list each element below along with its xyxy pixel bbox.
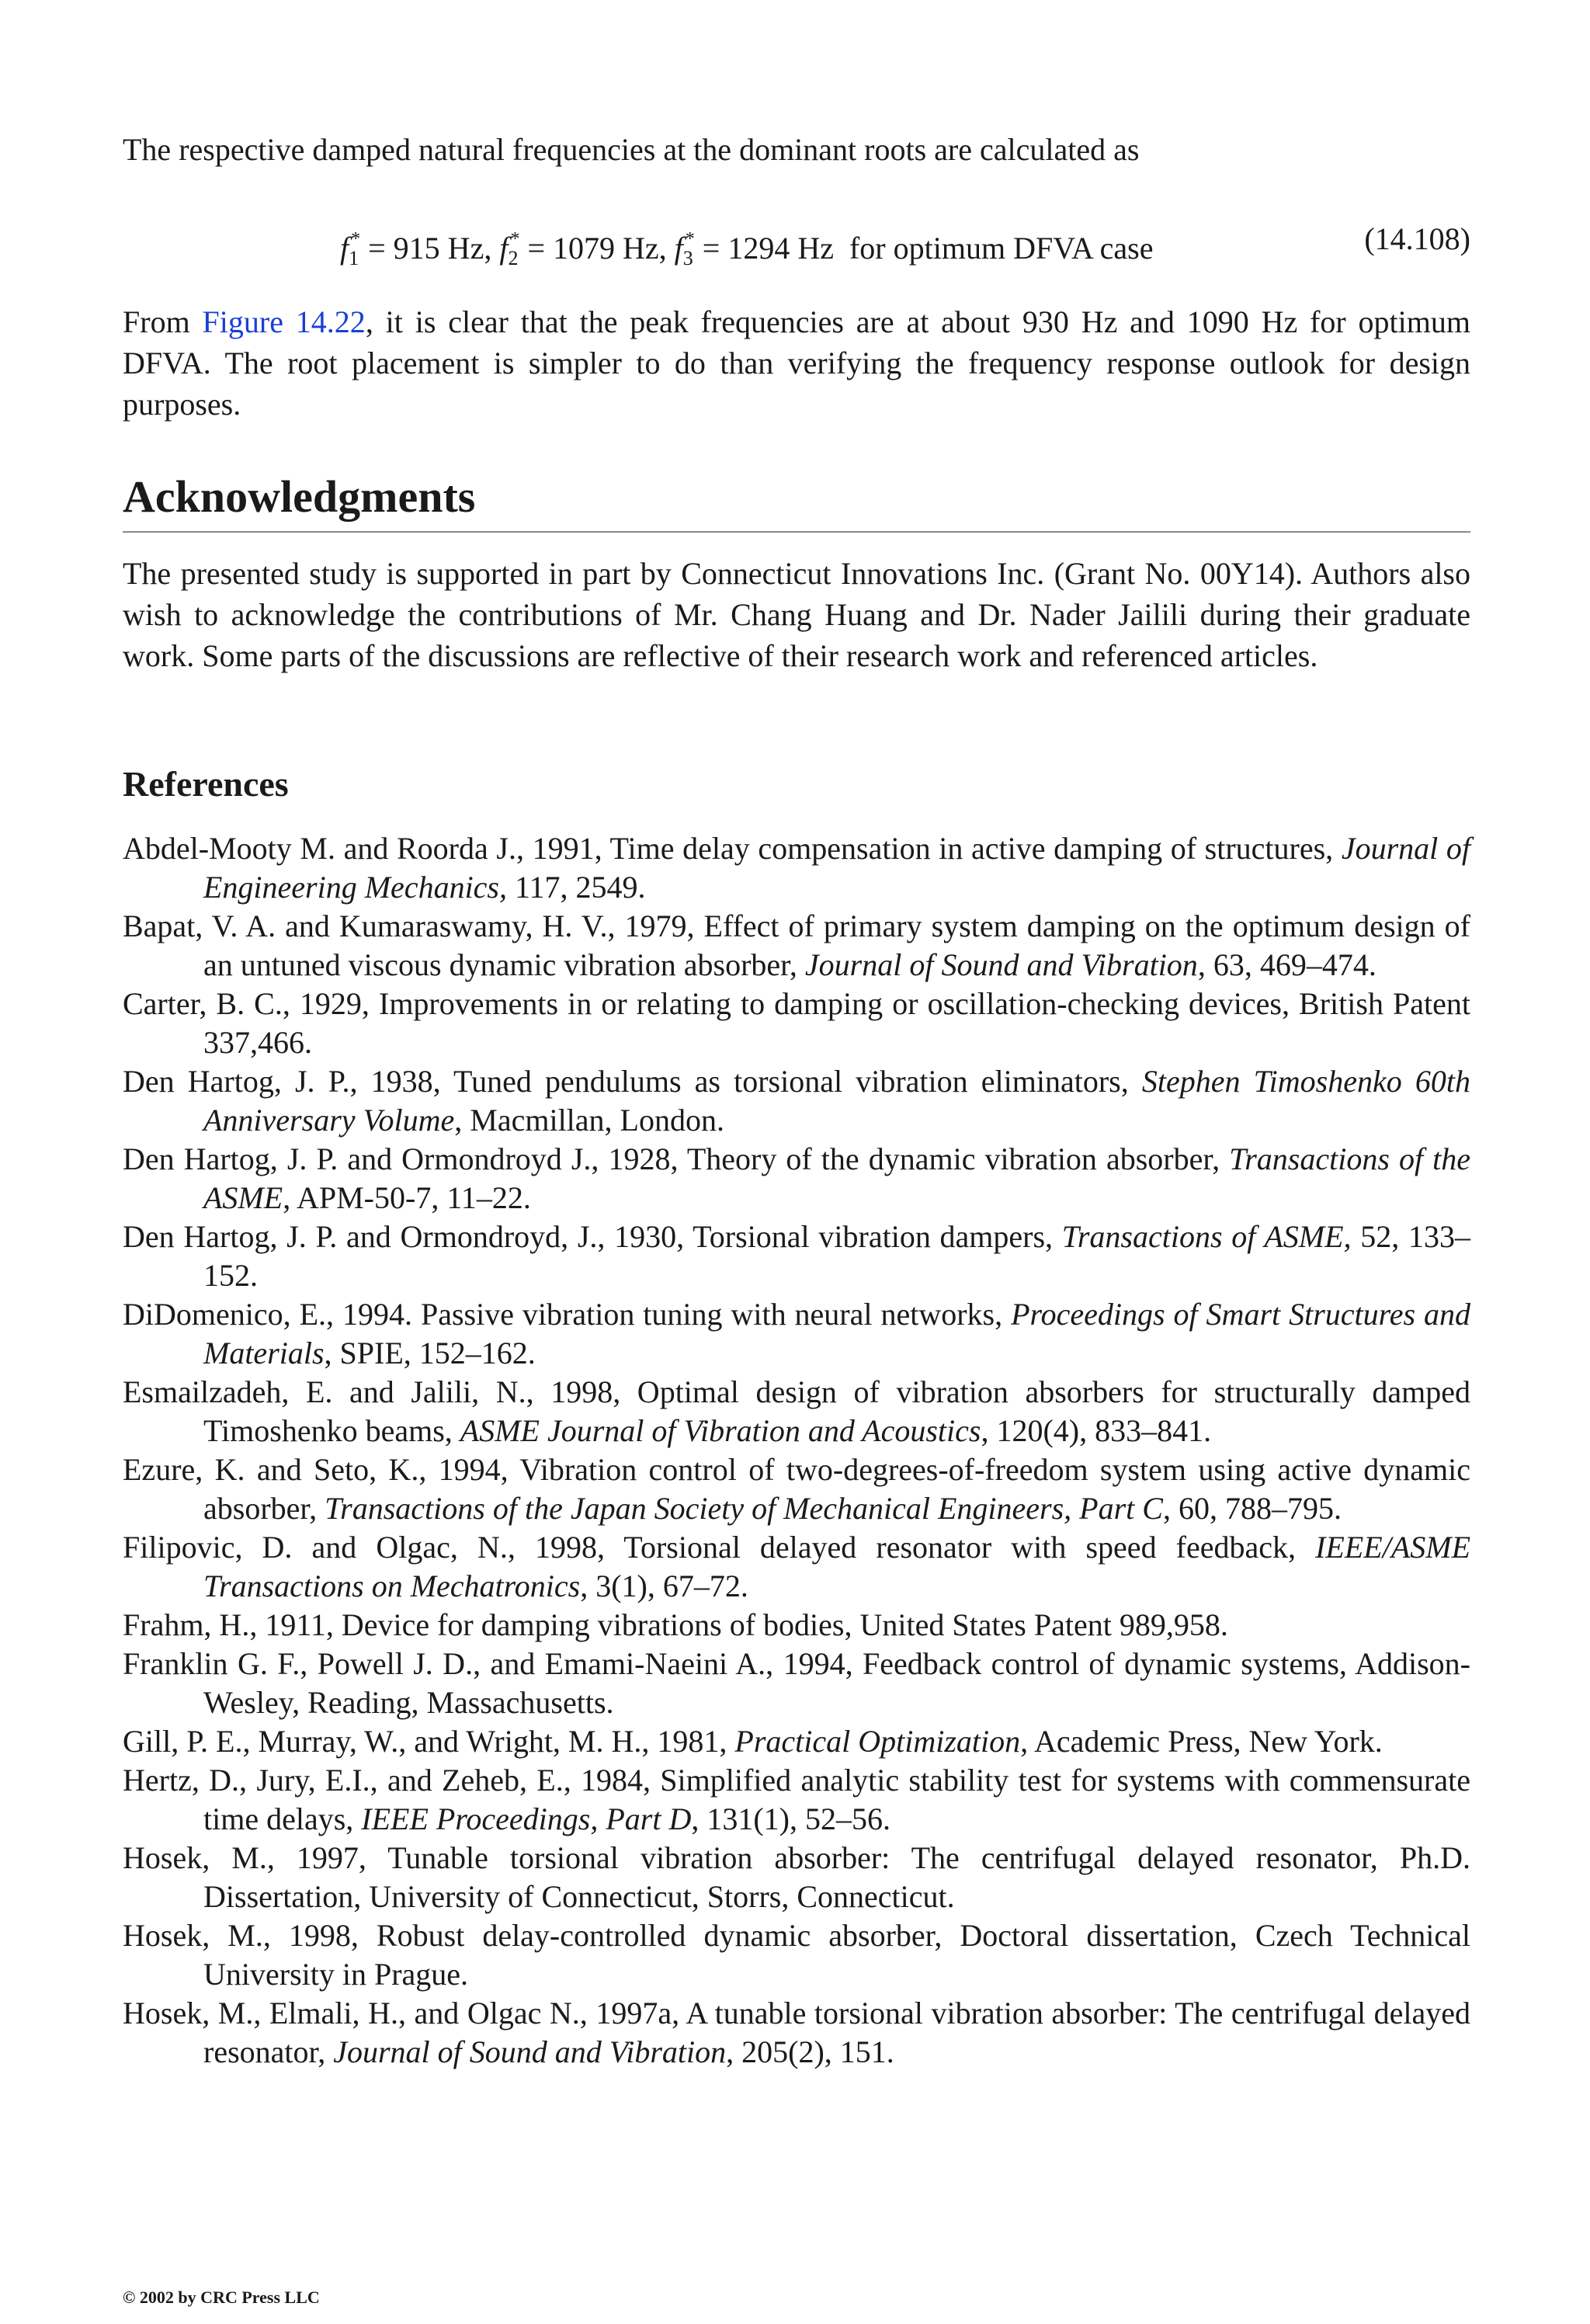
f3-star: * bbox=[685, 229, 695, 249]
reference-item bbox=[123, 1645, 1470, 1722]
f2-value: = 1079 Hz, bbox=[527, 231, 667, 266]
figure-discussion-paragraph bbox=[123, 301, 1470, 425]
from-text-post: , it is clear that the peak frequencies are at about 930 Hz and 1090 Hz for optimum DFVA. The root placement is simpler to do than verifying the frequency response outlook for design purposes. bbox=[123, 304, 1471, 422]
f3-value: = 1294 Hz bbox=[702, 231, 834, 266]
reference-journal: Journal of Sound and Vibration bbox=[333, 2034, 727, 2069]
reference-text: Den Hartog, J. P. and Ormondroyd J., 1928, Theory of the dynamic vibration absorber, bbox=[123, 1141, 1230, 1176]
reference-item bbox=[123, 907, 1470, 985]
intro-paragraph: The respective damped natural frequencies at the dominant roots are calculated as bbox=[123, 132, 1140, 167]
reference-journal: IEEE/ASME Transactions on Mechatronics bbox=[203, 1530, 1470, 1603]
reference-journal: Transactions of ASME, bbox=[1061, 1219, 1352, 1254]
references-heading: References bbox=[123, 764, 289, 804]
references-list bbox=[123, 829, 1470, 2072]
reference-journal: ASME Journal of Vibration and Acoustics bbox=[460, 1413, 981, 1448]
reference-item bbox=[123, 1062, 1470, 1140]
reference-text: Ezure, K. and Seto, K., 1994, Vibration control of two-degrees-of-freedom system using active dynamic absorber, bbox=[123, 1452, 1470, 1526]
reference-item bbox=[123, 1761, 1470, 1839]
acknowledgments-heading: Acknowledgments bbox=[123, 466, 1470, 533]
reference-journal: Proceedings of Smart Structures and Materials bbox=[203, 1297, 1470, 1370]
reference-details: , 131(1), 52–56. bbox=[691, 1801, 890, 1836]
reference-journal: IEEE Proceedings, Part D bbox=[361, 1801, 692, 1836]
equation-number: (14.108) bbox=[1364, 221, 1470, 256]
reference-text: Bapat, V. A. and Kumaraswamy, H. V., 1979, Effect of primary system damping on the optimum design of an untuned viscous dynamic vibration absorber, bbox=[123, 908, 1470, 982]
f1-symbol: f bbox=[340, 231, 349, 266]
reference-item bbox=[123, 1528, 1470, 1606]
f3-subscript: 3 bbox=[682, 247, 693, 269]
from-text-pre: From bbox=[123, 304, 203, 339]
reference-details: , 120(4), 833–841. bbox=[981, 1413, 1212, 1448]
reference-details: , SPIE, 152–162. bbox=[324, 1336, 536, 1370]
reference-details: , Academic Press, New York. bbox=[1020, 1724, 1383, 1759]
reference-item bbox=[123, 1295, 1470, 1373]
reference-details: 117, 2549. bbox=[507, 870, 646, 905]
reference-journal: Journal of Engineering Mechanics, bbox=[203, 831, 1470, 905]
reference-text: Carter, B. C., 1929, Improvements in or relating to damping or oscillation-checking devices, British Patent 337,466. bbox=[123, 986, 1470, 1060]
f1-subscript: 1 bbox=[349, 247, 359, 269]
reference-journal: Stephen Timoshenko 60th Anniversary Volume bbox=[203, 1064, 1470, 1138]
reference-details: , APM-50-7, 11–22. bbox=[283, 1180, 531, 1215]
reference-details: , 205(2), 151. bbox=[726, 2034, 894, 2069]
reference-item bbox=[123, 1994, 1470, 2072]
reference-text: DiDomenico, E., 1994. Passive vibration tuning with neural networks, bbox=[123, 1297, 1012, 1332]
reference-text: Den Hartog, J. P. and Ormondroyd, J., 1930, Torsional vibration dampers, bbox=[123, 1219, 1062, 1254]
f1-star: * bbox=[351, 229, 361, 249]
reference-details: , 3(1), 67–72. bbox=[580, 1568, 748, 1603]
reference-item bbox=[123, 1450, 1470, 1528]
copyright-footer: © 2002 by CRC Press LLC bbox=[123, 2288, 320, 2307]
f2-star: * bbox=[510, 229, 520, 249]
f2-subscript: 2 bbox=[508, 247, 519, 269]
reference-text: Filipovic, D. and Olgac, N., 1998, Torsional delayed resonator with speed feedback, bbox=[123, 1530, 1316, 1565]
figure-14-22-link[interactable]: Figure 14.22 bbox=[202, 304, 366, 339]
reference-journal: Journal of Sound and Vibration bbox=[804, 947, 1198, 982]
reference-text: Den Hartog, J. P., 1938, Tuned pendulums as torsional vibration eliminators, bbox=[123, 1064, 1142, 1099]
equation-14-108 bbox=[123, 216, 1470, 269]
acknowledgments-paragraph: The presented study is supported in part by Connecticut Innovations Inc. (Grant No. 00Y14). Authors also wish to acknowledge the contributions of Mr. Chang Huang and Dr. Nader Jailili during their graduate work. Some parts of the discussions are reflective of their research work and referenced articles. bbox=[123, 556, 1470, 673]
equation-body bbox=[340, 216, 1153, 282]
reference-item bbox=[123, 1916, 1470, 1994]
reference-journal: Transactions of the Japan Society of Mechanical Engineers, Part C bbox=[325, 1491, 1163, 1526]
reference-item bbox=[123, 1606, 1470, 1645]
reference-item bbox=[123, 829, 1470, 907]
reference-details: , 63, 469–474. bbox=[1197, 947, 1376, 982]
reference-details: , Macmillan, London. bbox=[454, 1103, 724, 1138]
reference-item bbox=[123, 1722, 1470, 1761]
reference-text: Hertz, D., Jury, E.I., and Zeheb, E., 1984, Simplified analytic stability test for systems with commensurate time delays, bbox=[123, 1763, 1470, 1836]
reference-details: , 60, 788–795. bbox=[1162, 1491, 1342, 1526]
reference-text: Hosek, M., 1997, Tunable torsional vibration absorber: The centrifugal delayed resonator, Ph.D. Dissertation, University of Connecticut, Storrs, Connecticut. bbox=[123, 1840, 1470, 1914]
f3-symbol: f bbox=[674, 231, 683, 266]
f1-value: = 915 Hz, bbox=[368, 231, 492, 266]
equation-caption: for optimum DFVA case bbox=[849, 231, 1154, 266]
reference-journal: Transactions of the ASME bbox=[203, 1141, 1470, 1215]
reference-text: Hosek, M., 1998, Robust delay-controlled dynamic absorber, Doctoral dissertation, Czech Technical University in Prague. bbox=[123, 1918, 1470, 1992]
reference-text: Gill, P. E., Murray, W., and Wright, M. H., 1981, bbox=[123, 1724, 735, 1759]
reference-details: 52, 133–152. bbox=[203, 1219, 1471, 1293]
reference-item bbox=[123, 1839, 1470, 1916]
f2-symbol: f bbox=[499, 231, 509, 266]
reference-journal: Practical Optimization bbox=[734, 1724, 1021, 1759]
reference-text: Frahm, H., 1911, Device for damping vibrations of bodies, United States Patent 989,958. bbox=[123, 1607, 1228, 1642]
reference-text: Esmailzadeh, E. and Jalili, N., 1998, Optimal design of vibration absorbers for structurally damped Timoshenko beams, bbox=[123, 1374, 1470, 1448]
reference-text: Hosek, M., Elmali, H., and Olgac N., 1997a, A tunable torsional vibration absorber: The centrifugal delayed resonator, bbox=[123, 1996, 1470, 2069]
reference-text: Abdel-Mooty M. and Roorda J., 1991, Time delay compensation in active damping of structures, bbox=[123, 831, 1342, 866]
reference-item bbox=[123, 985, 1470, 1062]
reference-item bbox=[123, 1373, 1470, 1450]
reference-text: Franklin G. F., Powell J. D., and Emami-Naeini A., 1994, Feedback control of dynamic systems, Addison-Wesley, Reading, Massachusetts. bbox=[123, 1646, 1470, 1720]
reference-item bbox=[123, 1140, 1470, 1218]
reference-item bbox=[123, 1218, 1470, 1295]
